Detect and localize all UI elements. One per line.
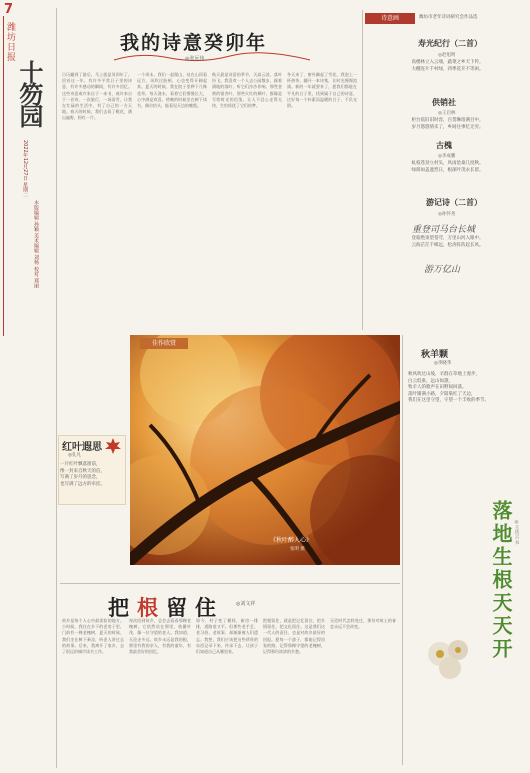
- column-divider: [56, 8, 57, 768]
- poem-article-column: 一个周末，我们一起爬山，站在山顶看远方，风吹过脸颊，心也变得开阔起来。夏天的时候，我在院子里种下几株花草，每天浇水，看着它们慢慢长大，心中满是欢喜。傍晚的时候坐在树下读书，偶尔抬头，能看见天边的晚霞。: [137, 72, 207, 109]
- calligraphy-credit: ◎王庆云 书: [514, 520, 519, 545]
- poem-article-title: 我的诗意癸卯年: [120, 32, 268, 54]
- autumn-poem-body: 秋风吹过山坡，羊群在草地上漫步， 白云低垂，远山如黛， 牧羊人的歌声在田野间回荡。 落叶铺满小路，夕阳染红了天边， 我们在这里守望，守望一个丰收的季节。: [408, 372, 489, 403]
- autumn-poem-author: ◎李晓华: [434, 361, 452, 366]
- article-divider: [60, 583, 400, 584]
- sidebar-poem-body: 高楼林立入云端，蔬菜之乡天下传。 大棚连片千村绿，四季花开不等闲。: [411, 60, 484, 72]
- root-article-column: 无论时代怎样变迁，那份对故土的眷恋永远不会改变。: [330, 618, 396, 630]
- sidebar-stamp-1: 重登司马台长城: [412, 225, 476, 235]
- sidebar-poem-body: 登临绝顶望苍穹，万里山河入眼中。 云海茫茫千嶂远，松涛阵阵起长风。: [411, 236, 484, 248]
- sidebar-poem-title: 游记诗（二首）: [426, 197, 482, 207]
- sidebar-poem-title: 古槐: [436, 140, 452, 150]
- sidebar-poem-author: ◎孙怀尧: [438, 212, 456, 217]
- sidebar-divider: [362, 10, 363, 330]
- masthead-rule: [3, 16, 4, 336]
- sidebar-poem-author: ◎李成鹏: [438, 154, 456, 159]
- calligraphy: 落地生根天天开: [489, 500, 513, 661]
- poem-article-column: 日历翻到了最后，马上就是癸卯年了。回首这一年，有许多平常日子里的诗意，有许多感动的瞬间，有许多回忆。这些诗意或许来自于一本书，或许来自于一首诗，一次旅行，一场雨雪，让我在忙碌的生活中，有了自己的一方天地。春天的时候，我们去看了桃花，满山遍野，粉红一片。: [62, 72, 132, 121]
- root-article-column: 把根留住，就是把记忆留住，把乡情留住，把文化留住。这是我们这一代人的责任，也是对故乡最好的回报。愿每一个游子，都能记得回家的路，记得那棵守望的老槐树，记得那份浓浓的乡愁。: [263, 618, 325, 655]
- sidebar-poem-title: 寿光纪行（二首）: [418, 38, 482, 48]
- sidebar-poem-body: 虬枝苍劲立村头，风雨沧桑几度秋。 绿荫如盖遮烈日，根深叶茂永长留。: [411, 161, 484, 173]
- root-article-column: 故乡是每个人心中最柔软的地方。小时候，我住在乡下的老房子里，门前有一棵老槐树，夏天的时候，我们坐在树下乘凉，听老人讲过去的故事。后来，我离开了家乡，去了很远的城市读书工作。: [62, 618, 124, 655]
- sidebar-stamp-2: 游万亿山: [424, 265, 461, 275]
- sidebar-intro: 潍坊市老年诗词研究会作品选: [419, 15, 478, 20]
- red-leaf-author: ◎孔凡: [68, 453, 81, 458]
- root-title-highlight: 根: [137, 595, 166, 620]
- root-article-column: 如今，村子变了模样，新房一排排，道路宽又平。但那些老手艺、老习俗、老故事，却渐渐被人们遗忘。我想，我们应该把这些珍贵的东西记录下来，传承下去，让孩子们知道自己从哪里来。: [196, 618, 258, 655]
- photo-section-tag: 佳作欣赏: [140, 338, 188, 349]
- section-date: 2022年12月27日 星期二: [22, 140, 28, 198]
- flower-icon: [420, 632, 476, 682]
- sidebar-poem-author: ◎赵旭明: [438, 53, 456, 58]
- poem-article-column: 冬天来了，窗外飘起了雪花，我泡上一杯热茶，翻开一本诗集，让时光慢慢流淌。新的一年就要来了，愿我们都能在平凡的日子里，找到属于自己的诗意，过好每一个朴素而温暖的日子，不负光阴。: [287, 72, 357, 109]
- red-leaf-title: 红叶遐思: [62, 442, 102, 453]
- sidebar-poem-author: ◎王启林: [438, 111, 456, 116]
- root-article-byline: ◎刘文祥: [236, 601, 256, 607]
- root-article-title: 把根留住: [108, 595, 224, 620]
- root-article-column: 每次回到故乡，总会去看看那棵老槐树。它依然站在那里，枝繁叶茂，像一位守望的老人。我知道，无论走多远，故乡永远是我的根，那里有我的亲人，有我的童年，有我最美好的回忆。: [129, 618, 191, 655]
- sidebar-tag: 诗意画: [365, 13, 415, 24]
- sidebar-divider: [402, 335, 403, 765]
- paper-name: 潍坊日报: [5, 22, 15, 62]
- autumn-poem-title: 秋羊颗: [421, 350, 449, 360]
- photo-credit: 张明 摄: [290, 547, 305, 552]
- section-editors: 本版编辑 孙颖 美术编辑 刘杨 校对 郑丽: [33, 200, 39, 288]
- page-number: 7: [4, 2, 14, 17]
- section-title: 十笏园: [15, 60, 44, 126]
- photo-title: 《秋叶醉人心》: [270, 537, 313, 544]
- red-leaf-body: 一片红叶飘落窗前， 像一封来自秋天的信， 写满了岁月的思念， 也写满了远方的牵挂。: [60, 462, 105, 487]
- sidebar-poem-body: 柜台依旧旧时容，百货琳琅满目中。 岁月悠悠情未了，乡间往事忆无穷。: [411, 118, 484, 130]
- autumn-photo: [130, 335, 400, 565]
- poem-article-column: 秋天最是诗意的季节，天高云淡，落叶纷飞。我喜欢一个人去公园散步，踩着满地的落叶，听它们沙沙作响。那些金黄的银杏叶，那些火红的枫叶，都像是写给时光的信笺，让人不忍心走得太快，生怕惊扰了它们的梦。: [212, 72, 282, 109]
- sidebar-poem-title: 供销社: [432, 97, 456, 107]
- autumn-tree-icon: [130, 335, 400, 565]
- poem-article-byline: ◎张远伟: [185, 56, 205, 62]
- maple-leaf-icon: [104, 437, 122, 455]
